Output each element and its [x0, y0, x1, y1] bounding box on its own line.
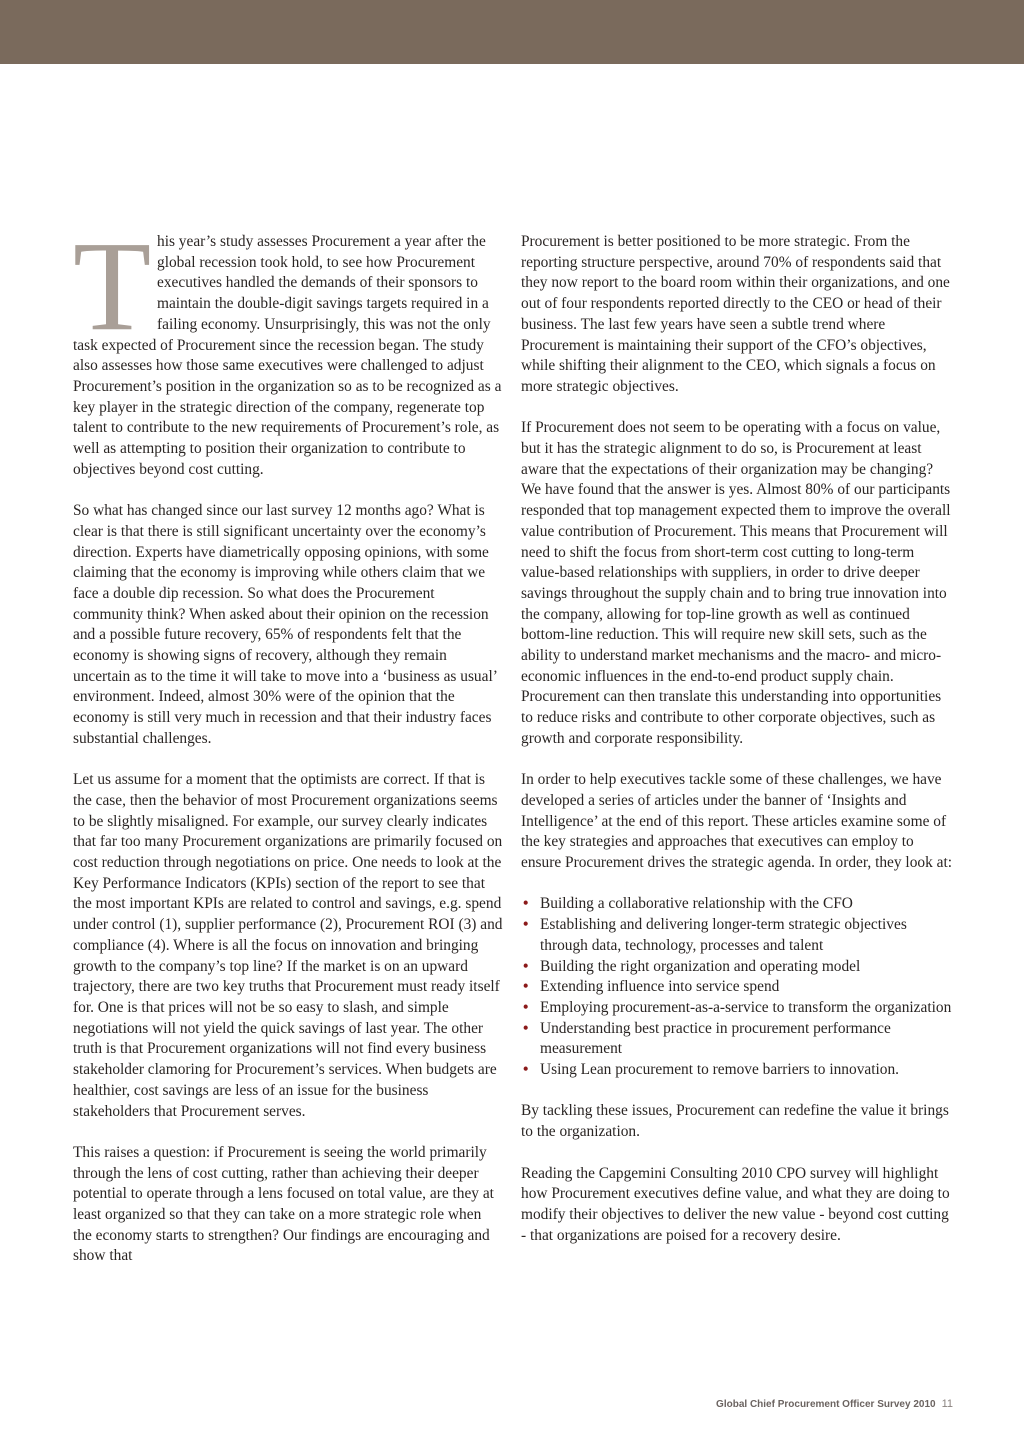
intro-paragraph — [73, 215, 503, 480]
paragraph-positioned: Procurement is better positioned to be more strategic. From the reporting structure perspective, around 70% of respondents said that they now report to the board room within their organizations, and one out of four respondents reported directly to the CEO or head of their business. The last few years have seen a subtle trend where Procurement is maintaining their support of the CFO’s objectives, while shifting their alignment to the CEO, which signals a focus on more strategic objectives. — [521, 233, 950, 395]
paragraph-articles-intro: In order to help executives tackle some of these challenges, we have developed a series of articles under the banner of ‘Insights and Intelligence’ at the end of this report. These articles examine some of the key strategies and approaches that executives can employ to ensure Procurement drives the strategic agenda. In order, they look at: — [521, 771, 953, 872]
list-item: • Using Lean procurement to remove barriers to innovation. — [521, 1060, 953, 1081]
list-item: • Employing procurement-as-a-service to transform the organization — [521, 998, 953, 1019]
header-band — [0, 0, 1024, 64]
list-item: • Building the right organization and operating model — [521, 957, 953, 978]
bullet-icon: • — [523, 978, 529, 996]
page-number: 11 — [941, 1398, 953, 1410]
list-item: • Establishing and delivering longer-term strategic objectives through data, technology, processes and talent — [523, 916, 907, 954]
paragraph-question: This raises a question: if Procurement is seeing the world primarily through the lens of cost cutting, rather than achieving their deeper potential to operate through a lens focused on total value, are they at least organized so that they can take on a more strategic role when the economy starts to strengthen? Our findings are encouraging and show that — [73, 1143, 494, 1265]
list-item: • Building a collaborative relationship with the CFO — [521, 894, 953, 915]
paragraph-value-focus: If Procurement does not seem to be operating with a focus on value, but it has the strategic alignment to do so, is Procurement at least aware that the expectations of their organization may be changing? We have found that the answer is yes. Almost 80% of our participants responded that top management expected them to improve the overall value contribution of Procurement. This means that Procurement will need to shift the focus from short-term cost cutting to long-term value-based relationships with suppliers, in order to drive deeper savings throughout the supply chain and to bring true innovation into the company, allowing for top-line growth as well as continued bottom-line reduction. This will require new skill sets, such as the ability to understand market mechanisms and the macro- and micro-economic influences in the end-to-end product supply chain. Procurement can then translate this understanding into opportunities to reduce risks and contribute to other corporate objectives, such as growth and corporate responsibility. — [521, 419, 951, 747]
footer-title: Global Chief Procurement Officer Survey 2010 — [716, 1399, 936, 1410]
intro-text: his year’s study assesses Procurement a year after the global recession took hold, to see how Procurement executives handled the demands of their sponsors to maintain the double-digit savings targets required in a failing economy. Unsurprisingly, this was not the only task expected of Procurement since the recession began. The study also assesses how those same executives were challenged to adjust Procurement’s position in the organization so as to be recognized as a key player in the strategic direction of the company, regenerate top talent to contribute to the new requirements of Procurement’s role, as well as attempting to position their organization to contribute to objectives beyond cost cutting. — [73, 233, 502, 478]
paragraph-optimists: Let us assume for a moment that the optimists are correct. If that is the case, then the behavior of most Procurement organizations seems to be slightly misaligned. For example, our survey clearly indicates that far too many Procurement organizations are primarily focused on cost reduction through negotiations on price. One needs to look at the Key Performance Indicators (KPIs) section of the report to see that the most important KPIs are related to control and savings, e.g. spend under control (1), supplier performance (2), Procurement ROI (3) and compliance (4). Where is all the focus on innovation and bringing growth to the company’s top line? If the market is on an upward trajectory, there are two key truths that Procurement must ready itself for. One is that prices will not be so easy to slash, and simple negotiations will not yield the quick savings of last year. The other truth is that Procurement organizations will not find every business stakeholder clamoring for Procurement’s services. When budgets are healthier, cost savings are less of an issue for the business stakeholders that Procurement serves. — [73, 771, 503, 1120]
bullet-icon: • — [523, 1061, 529, 1079]
bullet-icon: • — [523, 957, 529, 975]
bullet-icon: • — [523, 916, 529, 934]
topics-list — [521, 894, 953, 1080]
paragraph-survey-change: So what has changed since our last survey 12 months ago? What is clear is that there is still significant uncertainty over the economy’s direction. Experts have diametrically opposing opinions, with some claiming that the economy is improving while others claim that we face a double dip recession. So what does the Procurement community think? When asked about their opinion on the recession and a possible future recovery, 65% of respondents felt that the economy is showing signs of recovery, although they remain uncertain as to the time it will take to move into a ‘business as usual’ environment. Indeed, almost 30% were of the opinion that the economy is still very much in recession and that their industry faces substantial challenges. — [73, 502, 497, 747]
drop-cap: T — [73, 215, 152, 357]
paragraph-reading: Reading the Capgemini Consulting 2010 CPO survey will highlight how Procurement executives define value, and what they are doing to modify their objectives to deliver the new value - beyond cost cutting - that organizations are poised for a recovery desire. — [521, 1164, 950, 1244]
list-item: • Extending influence into service spend — [521, 977, 953, 998]
bullet-icon: • — [523, 1019, 529, 1037]
left-column — [73, 215, 503, 1288]
list-item: • Understanding best practice in procurement performance measurement — [523, 1019, 891, 1058]
bullet-icon: • — [523, 895, 529, 913]
right-column — [521, 232, 953, 1267]
paragraph-tackling: By tackling these issues, Procurement can redefine the value it brings to the organization. — [521, 1102, 949, 1141]
bullet-icon: • — [523, 998, 529, 1016]
page-footer — [560, 1398, 953, 1410]
